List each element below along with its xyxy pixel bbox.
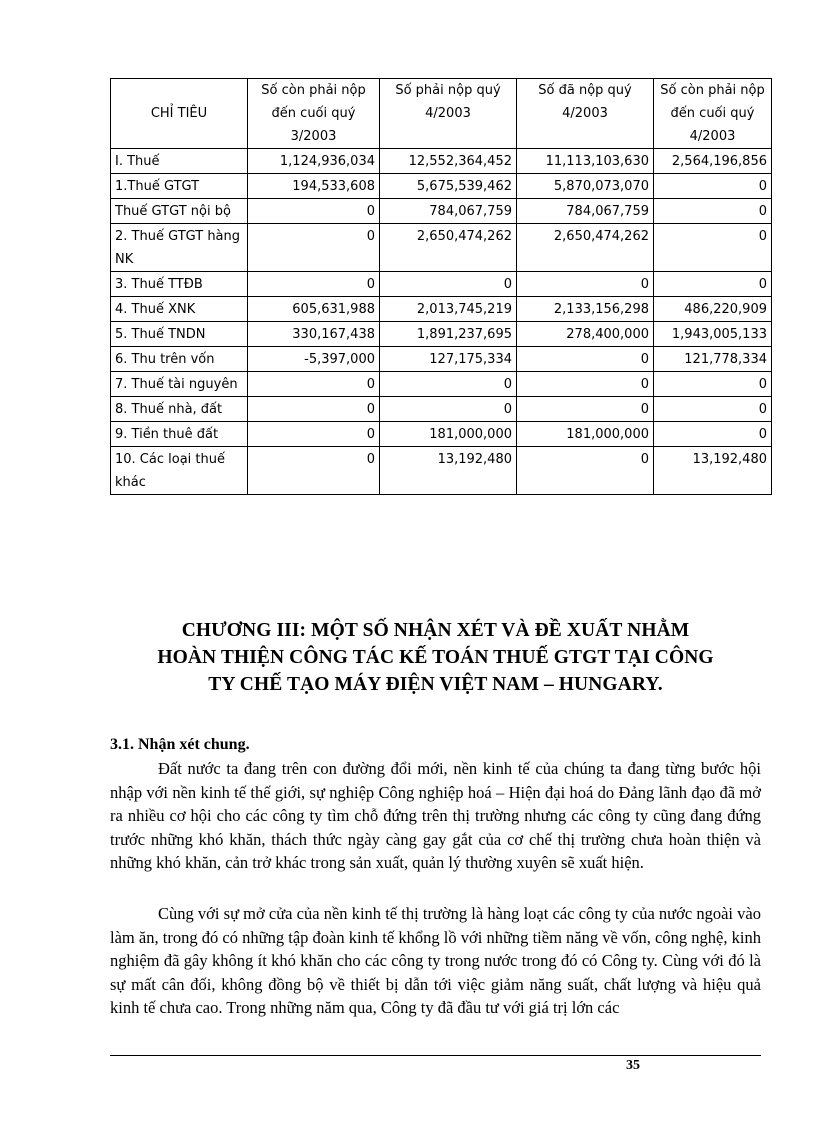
row-label-cell: 6. Thu trên vốn [111,347,248,372]
row-label-cell: 1.Thuế GTGT [111,174,248,199]
table-row [111,149,772,174]
value-cell: -5,397,000 [248,347,380,372]
table-row [111,174,772,199]
value-cell: 127,175,334 [380,347,517,372]
header-balance-q4: Số còn phải nộp đến cuối quý 4/2003 [654,79,772,149]
value-cell: 784,067,759 [380,199,517,224]
table-row [111,447,772,495]
chapter-heading-line: TY CHẾ TẠO MÁY ĐIỆN VIỆT NAM – HUNGARY. [208,674,663,695]
row-label-cell: 7. Thuế tài nguyên [111,372,248,397]
value-cell: 2,650,474,262 [380,224,517,272]
header-balance-q3: Số còn phải nộp đến cuối quý 3/2003 [248,79,380,149]
value-cell: 194,533,608 [248,174,380,199]
value-cell: 784,067,759 [517,199,654,224]
value-cell: 278,400,000 [517,322,654,347]
table-row [111,199,772,224]
value-cell: 0 [654,199,772,224]
chapter-heading-line: CHƯƠNG III: MỘT SỐ NHẬN XÉT VÀ ĐỀ XUẤT NHẰM [181,620,690,641]
value-cell: 13,192,480 [380,447,517,495]
value-cell: 0 [248,372,380,397]
value-cell: 1,943,005,133 [654,322,772,347]
row-label-cell: 4. Thuế XNK [111,297,248,322]
value-cell: 1,124,936,034 [248,149,380,174]
value-cell: 0 [380,272,517,297]
value-cell: 0 [248,397,380,422]
row-label-cell: 3. Thuế TTĐB [111,272,248,297]
value-cell: 0 [248,224,380,272]
table-row [111,297,772,322]
value-cell: 181,000,000 [517,422,654,447]
value-cell: 0 [248,199,380,224]
chapter-heading [110,617,761,698]
row-label-cell: 10. Các loại thuế khác [111,447,248,495]
value-cell: 0 [248,272,380,297]
value-cell: 5,870,073,070 [517,174,654,199]
value-cell: 0 [654,174,772,199]
table-row [111,347,772,372]
header-paid-q4: Số đã nộp quý 4/2003 [517,79,654,149]
value-cell: 0 [517,447,654,495]
section-title: 3.1. Nhận xét chung. [110,736,250,753]
row-label-cell: I. Thuế [111,149,248,174]
table-row [111,372,772,397]
table-body [111,149,772,495]
value-cell: 2,564,196,856 [654,149,772,174]
value-cell: 0 [654,272,772,297]
chapter-heading-line: HOÀN THIỆN CÔNG TÁC KẾ TOÁN THUẾ GTGT TẠI CÔNG [157,647,714,668]
value-cell: 605,631,988 [248,297,380,322]
value-cell: 0 [654,372,772,397]
row-label-cell: 8. Thuế nhà, đất [111,397,248,422]
value-cell: 0 [654,224,772,272]
value-cell: 121,778,334 [654,347,772,372]
table-row [111,422,772,447]
page-number: 35 [626,1058,640,1073]
value-cell: 5,675,539,462 [380,174,517,199]
row-label-cell: Thuế GTGT nội bộ [111,199,248,224]
value-cell: 2,650,474,262 [517,224,654,272]
value-cell: 181,000,000 [380,422,517,447]
value-cell: 0 [517,272,654,297]
row-label-cell: 9. Tiền thuê đất [111,422,248,447]
value-cell: 0 [380,372,517,397]
value-cell: 2,013,745,219 [380,297,517,322]
table-row [111,272,772,297]
value-cell: 0 [517,347,654,372]
value-cell: 486,220,909 [654,297,772,322]
value-cell: 2,133,156,298 [517,297,654,322]
value-cell: 0 [248,422,380,447]
value-cell: 13,192,480 [654,447,772,495]
value-cell: 0 [380,397,517,422]
paragraph: Cùng với sự mở cửa của nền kinh tế thị trường là hàng loạt các công ty của nước ngoài vào làm ăn, trong đó có những tập đoàn kinh tế khổng lồ với những tiềm năng về vốn, công nghệ, kinh nghiệm đã gây không ít khó khăn cho các công ty trong nước trong đó có Công ty. Cùng với đó là sự mất cân đối, không đồng bộ về thiết bị dẫn tới việc giảm năng suất, chất lượng và hiệu quả kinh tế chưa cao. Trong những năm qua, Công ty đã đầu tư với giá trị lớn các [110,904,761,1018]
value-cell: 0 [248,447,380,495]
value-cell: 1,891,237,695 [380,322,517,347]
tax-table [110,78,772,495]
table-row [111,224,772,272]
paragraph: Đất nước ta đang trên con đường đổi mới, nền kinh tế của chúng ta đang từng bước hội nhập với nền kinh tế thế giới, sự nghiệp Công nghiệp hoá – Hiện đại hoá do Đảng lãnh đạo đã mở ra nhiều cơ hội cho các công ty tìm chỗ đứng trên thị trường nhưng các công ty cũng đang đứng trước những khó khăn, thách thức ngày càng gay gắt của cơ chế thị trường chưa hoàn thiện và những khó khăn, cản trở khác trong sản xuất, quản lý thường xuyên sẽ xuất hiện. [110,759,761,873]
table-row [111,322,772,347]
table-row [111,397,772,422]
row-label-cell: 5. Thuế TNDN [111,322,248,347]
value-cell: 330,167,438 [248,322,380,347]
value-cell: 0 [517,397,654,422]
value-cell: 0 [654,422,772,447]
value-cell: 0 [654,397,772,422]
footer-divider [110,1055,761,1056]
header-payable-q4: Số phải nộp quý 4/2003 [380,79,517,149]
header-chi-tieu: CHỈ TIÊU [111,79,248,149]
value-cell: 12,552,364,452 [380,149,517,174]
value-cell: 0 [517,372,654,397]
row-label-cell: 2. Thuế GTGT hàng NK [111,224,248,272]
table-header-row [111,79,772,149]
value-cell: 11,113,103,630 [517,149,654,174]
